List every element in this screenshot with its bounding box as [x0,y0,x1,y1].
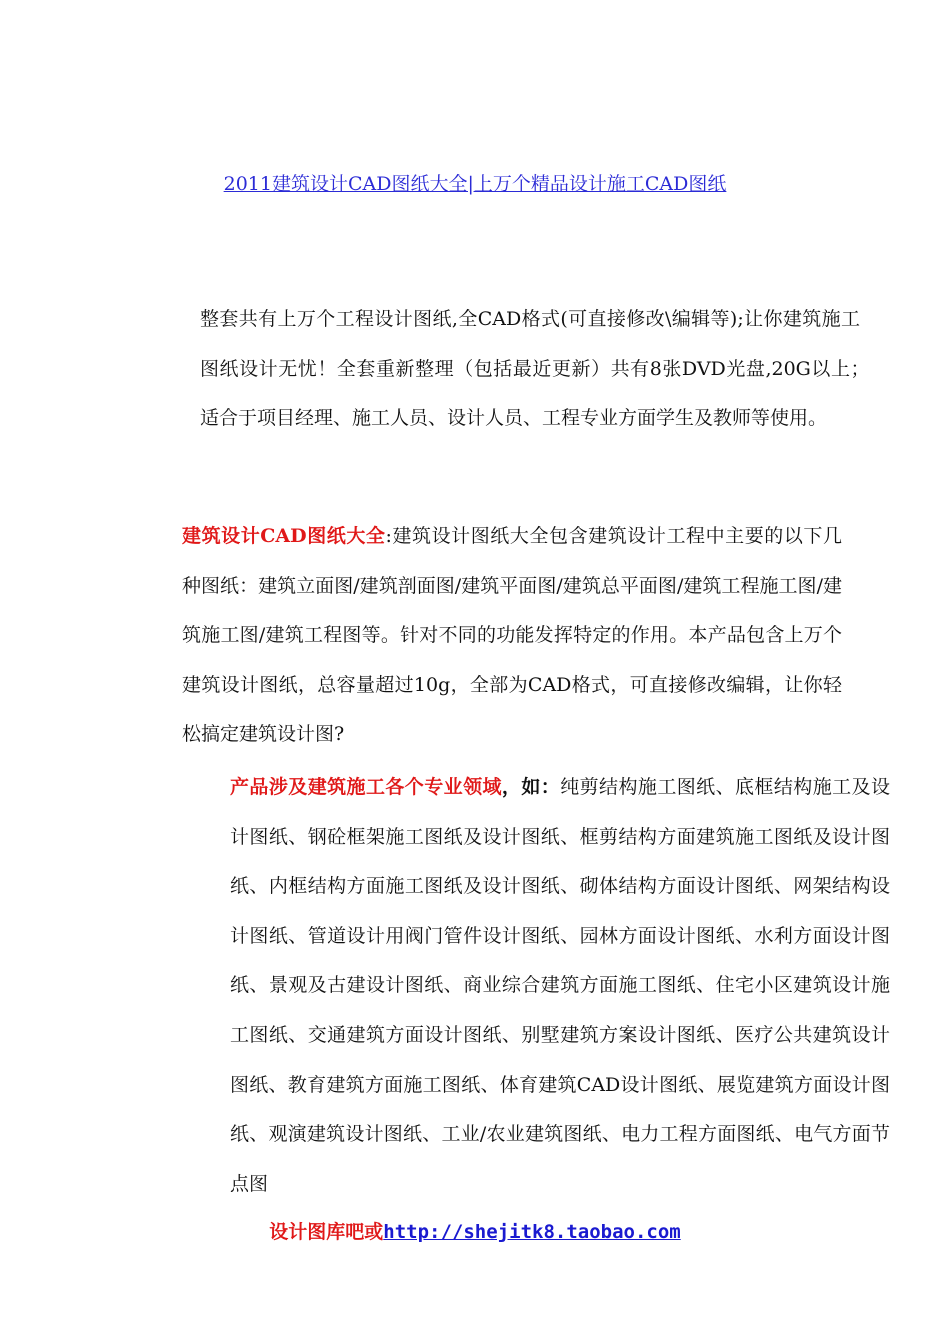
paragraph-intro: 整套共有上万个工程设计图纸,全CAD格式(可直接修改\编辑等);让你建筑施工图纸设计无忧！全套重新整理（包括最近更新）共有8张DVD光盘,20G以上； 适合于项目经理、施工人员、设计人员、工程专业方面学生及教师等使用。 [200,308,880,430]
paragraph-fields-body: 纯剪结构施工图纸、底框结构施工及设计图纸、钢砼框架施工图纸及设计图纸、框剪结构方面建筑施工图纸及设计图纸、内框结构方面施工图纸及设计图纸、砌体结构方面设计图纸、网架结构设计图纸、管道设计用阀门管件设计图纸、园林方面设计图纸、水利方面设计图纸、景观及古建设计图纸、商业综合建筑方面施工图纸、住宅小区建筑设计施工图纸、交通建筑方面设计图纸、别墅建筑方案设计图纸、医疗公共建筑设计图纸、教育建筑方面施工图纸、体育建筑CAD设计图纸、展览建筑方面设计图纸、观演建筑设计图纸、工业/农业建筑图纸、电力工程方面图纸、电气方面节点图 [230,776,890,1195]
footer-link[interactable]: http://shejitk8.taobao.com [383,1221,681,1243]
paragraph-fields-connector: ，如： [501,776,561,798]
paragraph-cad-collection-lead: 建筑设计CAD图纸大全 [182,525,386,547]
document-title [150,170,800,198]
paragraph-fields [146,763,890,1209]
page-footer [0,1218,950,1246]
title-link[interactable]: 2011建筑设计CAD图纸大全|上万个精品设计施工CAD图纸 [223,173,727,195]
paragraph-fields-lead: 产品涉及建筑施工各个专业领域 [230,776,502,798]
paragraph-cad-collection [146,512,842,760]
footer-label: 设计图库吧或 [269,1221,384,1243]
paragraph-cad-collection-body: :建筑设计图纸大全包含建筑设计工程中主要的以下几种图纸：建筑立面图/建筑剖面图/建筑平面图/建筑总平面图/建筑工程施工图/建筑施工图/建筑工程图等。针对不同的功能发挥特定的作用。本产品包含上万个建筑设计图纸，总容量超过10g，全部为CAD格式，可直接修改编辑，让你轻松搞定建筑设计图? [182,525,843,746]
